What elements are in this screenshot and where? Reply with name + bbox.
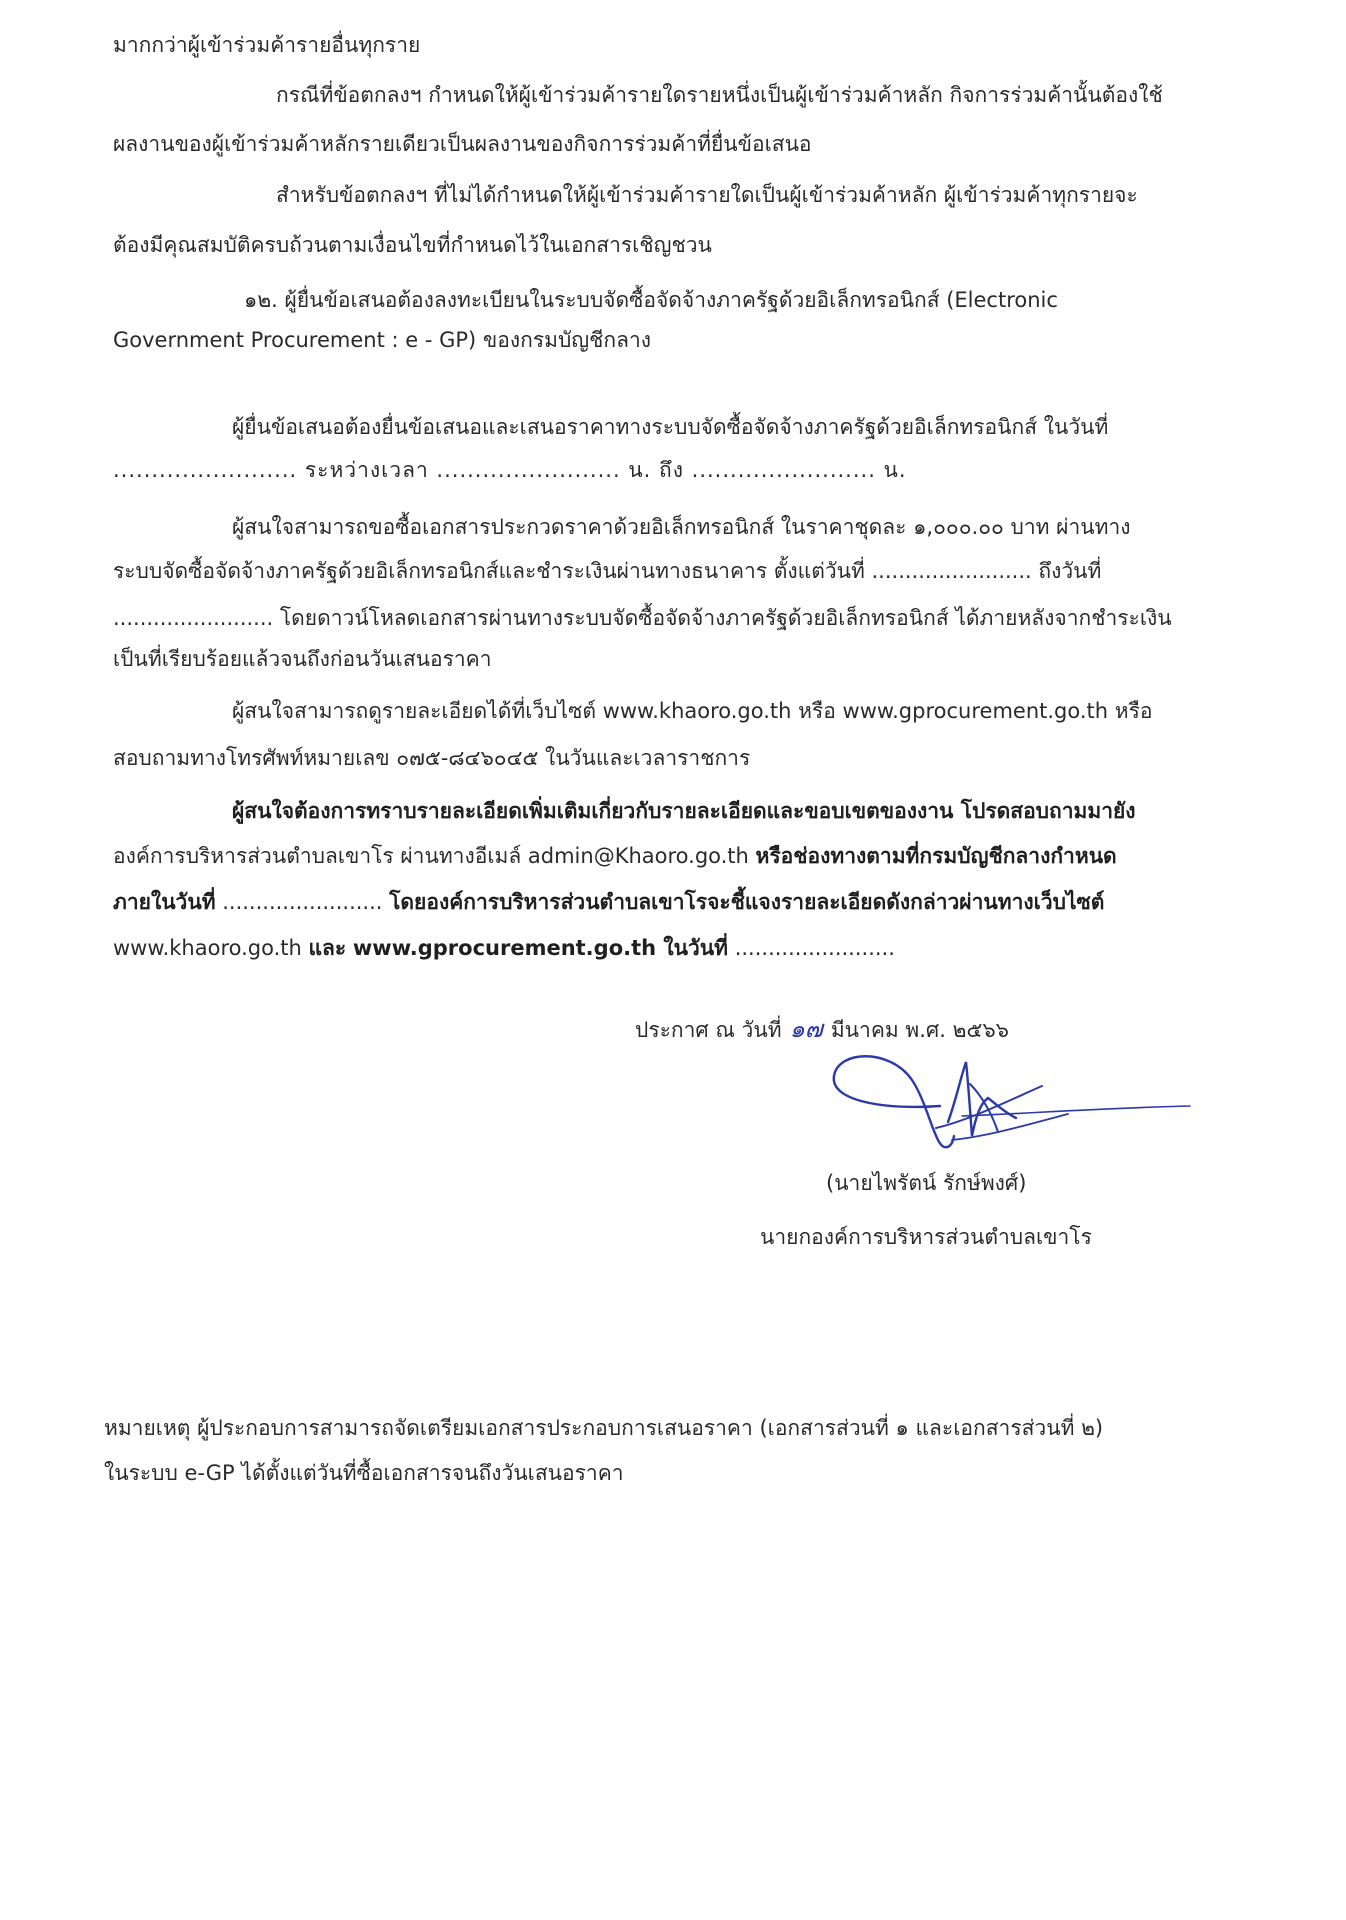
- note-line: ในระบบ e-GP ได้ตั้งแต่วันที่ซื้อเอกสารจนถึงวันเสนอราคา: [104, 1461, 624, 1485]
- paragraph-text: องค์การบริหารส่วนตำบลเขาโร ผ่านทางอีเมล์ admin@Khaoro.go.th: [113, 844, 749, 868]
- announcement-suffix: มีนาคม พ.ศ. ๒๕๖๖: [830, 1018, 1009, 1042]
- paragraph-text: หรือช่องทางตามที่กรมบัญชีกลางกำหนด: [755, 844, 1117, 868]
- paragraph-line: [113, 887, 1104, 917]
- paragraph-line: สำหรับข้อตกลงฯ ที่ไม่ได้กำหนดให้ผู้เข้าร่วมค้ารายใดเป็นผู้เข้าร่วมค้าหลัก ผู้เข้าร่วมค้าทุกรายจะ: [276, 183, 1138, 207]
- paragraph-line: ต้องมีคุณสมบัติครบถ้วนตามเงื่อนไขที่กำหนดไว้ในเอกสารเชิญชวน: [113, 233, 712, 257]
- paragraph-line: สอบถามทางโทรศัพท์หมายเลข ๐๗๕-๘๔๖๐๔๕ ในวันและเวลาราชการ: [113, 746, 751, 770]
- paragraph-text: ภายในวันที่: [113, 890, 216, 914]
- paragraph-line: เป็นที่เรียบร้อยแล้วจนถึงก่อนวันเสนอราคา: [113, 647, 492, 671]
- signature-image: [820, 1040, 1200, 1170]
- website-link: www.khaoro.go.th: [113, 936, 302, 960]
- paragraph-line: มากกว่าผู้เข้าร่วมค้ารายอื่นทุกราย: [113, 33, 421, 57]
- blank-field: ........................: [734, 936, 895, 960]
- paragraph-line: ระบบจัดซื้อจัดจ้างภาครัฐด้วยอิเล็กทรอนิกส์และชำระเงินผ่านทางธนาคาร ตั้งแต่วันที่ ........................ ถึงวันที่: [113, 559, 1102, 583]
- announcement-prefix: ประกาศ ณ วันที่: [635, 1018, 782, 1042]
- handwritten-day: ๑๗: [789, 1015, 823, 1043]
- paragraph-line: Government Procurement : e - GP) ของกรมบัญชีกลาง: [113, 328, 652, 352]
- paragraph-line: [113, 841, 1117, 871]
- paragraph-text: โดยองค์การบริหารส่วนตำบลเขาโรจะชี้แจงรายละเอียดดังกล่าวผ่านทางเว็บไซต์: [389, 890, 1105, 914]
- paragraph-line: ผู้สนใจสามารถขอซื้อเอกสารประกวดราคาด้วยอิเล็กทรอนิกส์ ในราคาชุดละ ๑,๐๐๐.๐๐ บาท ผ่านทาง: [232, 515, 1131, 539]
- paragraph-line: กรณีที่ข้อตกลงฯ กำหนดให้ผู้เข้าร่วมค้ารายใดรายหนึ่งเป็นผู้เข้าร่วมค้าหลัก กิจการร่วมค้านั้นต้องใช้: [276, 83, 1163, 107]
- blank-field: ........................: [222, 890, 383, 914]
- paragraph-line: ผู้สนใจสามารถดูรายละเอียดได้ที่เว็บไซต์ www.khaoro.go.th หรือ www.gprocurement.go.th หรือ: [232, 699, 1153, 723]
- paragraph-line: ผลงานของผู้เข้าร่วมค้าหลักรายเดียวเป็นผลงานของกิจการร่วมค้าที่ยื่นข้อเสนอ: [113, 132, 812, 156]
- paragraph-line: ๑๒. ผู้ยื่นข้อเสนอต้องลงทะเบียนในระบบจัดซื้อจัดจ้างภาครัฐด้วยอิเล็กทรอนิกส์ (Electronic: [244, 288, 1058, 312]
- note-line: หมายเหตุ ผู้ประกอบการสามารถจัดเตรียมเอกสารประกอบการเสนอราคา (เอกสารส่วนที่ ๑ และเอกสารส่วนที่ ๒): [104, 1416, 1104, 1440]
- paragraph-line: [113, 933, 895, 963]
- paragraph-line: ผู้สนใจต้องการทราบรายละเอียดเพิ่มเติมเกี่ยวกับรายละเอียดและขอบเขตของงาน โปรดสอบถามมายัง: [232, 799, 1136, 823]
- signatory-name: (นายไพรัตน์ รักษ์พงศ์): [826, 1171, 1027, 1195]
- paragraph-line: ........................ โดยดาวน์โหลดเอกสารผ่านทางระบบจัดซื้อจัดจ้างภาครัฐด้วยอิเล็กทรอนิกส์ ได้ภายหลังจากชำระเงิน: [113, 606, 1172, 630]
- paragraph-text: และ: [308, 936, 347, 960]
- paragraph-line: ผู้ยื่นข้อเสนอต้องยื่นข้อเสนอและเสนอราคาทางระบบจัดซื้อจัดจ้างภาครัฐด้วยอิเล็กทรอนิกส์ ในวันที่: [232, 415, 1109, 439]
- paragraph-text: www.gprocurement.go.th ในวันที่: [352, 936, 728, 960]
- signatory-position: นายกองค์การบริหารส่วนตำบลเขาโร: [760, 1225, 1092, 1249]
- paragraph-line: ........................ ระหว่างเวลา ........................ น. ถึง ........................ น.: [113, 458, 907, 482]
